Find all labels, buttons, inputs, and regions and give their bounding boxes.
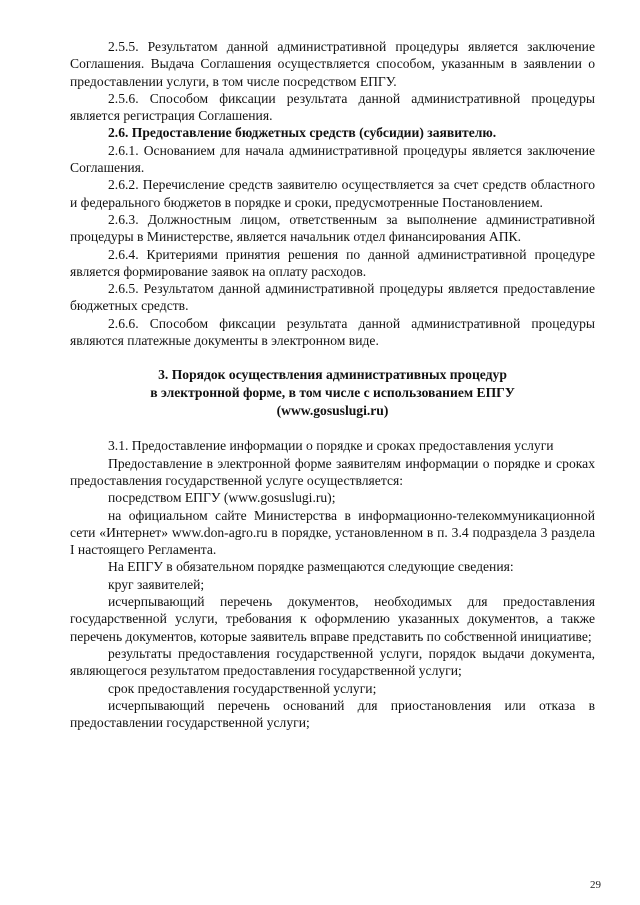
list-item-applicants: круг заявителей; — [108, 576, 205, 592]
list-item-documents: исчерпывающий перечень документов, необходимых для предоставления государственной услуги, требования к оформлению указанных документов, а также перечень документов, которые заявитель вправе представить по собственной инициативе; — [70, 594, 595, 644]
paragraph-2-6-6: 2.6.6. Способом фиксации результата данной административной процедуры являются платежные документы в электронном виде. — [70, 315, 595, 349]
document-body — [70, 38, 595, 731]
page-number: 29 — [590, 879, 601, 891]
section-3-heading-line-1: 3. Порядок осуществления административных процедур — [158, 367, 507, 383]
paragraph-2-6-1: 2.6.1. Основанием для начала административной процедуры является заключение Соглашения. — [70, 142, 595, 176]
list-item-results: результаты предоставления государственной услуги, порядок выдачи документа, являющегося результатом предоставления государственной услуги; — [70, 645, 595, 679]
list-item-term: срок предоставления государственной услуги; — [108, 680, 377, 696]
paragraph-3-intro: Предоставление в электронной форме заявителям информации о порядке и сроках предоставления государственной услуге осуществляется: — [70, 455, 595, 488]
section-3-heading-line-2: в электронной форме, в том числе с использованием ЕПГУ — [150, 385, 515, 401]
list-item-grounds: исчерпывающий перечень оснований для приостановления или отказа в предоставлении государственной услуги; — [70, 697, 595, 731]
section-3-heading — [70, 366, 595, 420]
paragraph-2-6-4: 2.6.4. Критериями принятия решения по данной административной процедуре является формирование заявок на оплату расходов. — [70, 246, 595, 279]
paragraph-2-6-2: 2.6.2. Перечисление средств заявителю осуществляется за счет средств областного и федерального бюджетов в порядке и сроки, предусмотренные Постановлением. — [70, 177, 595, 210]
paragraph-2-5-6: 2.5.6. Способом фиксации результата данной административной процедуры является регистрация Соглашения. — [70, 90, 595, 124]
list-item-epgu: посредством ЕПГУ (www.gosuslugi.ru); — [108, 490, 336, 506]
paragraph-2-6-5: 2.6.5. Результатом данной административной процедуры является предоставление бюджетных средств. — [70, 281, 595, 314]
paragraph-2-6-3: 2.6.3. Должностным лицом, ответственным за выполнение административной процедуры в Министерстве, является начальник отдел финансирования АПК. — [70, 211, 595, 245]
paragraph-3-1: 3.1. Предоставление информации о порядке и сроках предоставления услуги — [108, 438, 554, 454]
list-item-official-site: на официальном сайте Министерства в информационно-телекоммуникационной сети «Интернет» www.don-agro.ru в порядке, установленном в п. 3.4 подраздела 3 раздела I настоящего Регламента. — [70, 507, 595, 558]
paragraph-2-5-5: 2.5.5. Результатом данной административной процедуры является заключение Соглашения. Выдача Соглашения осуществляется способом, указанным в заявлении о предоставлении услуги, в том числе посредством ЕПГУ. — [70, 39, 595, 89]
section-3-heading-line-3: (www.gosuslugi.ru) — [276, 403, 389, 419]
section-2-6-title: 2.6. Предоставление бюджетных средств (субсидии) заявителю. — [108, 125, 497, 141]
paragraph-epgu-info: На ЕПГУ в обязательном порядке размещаются следующие сведения: — [108, 559, 514, 575]
